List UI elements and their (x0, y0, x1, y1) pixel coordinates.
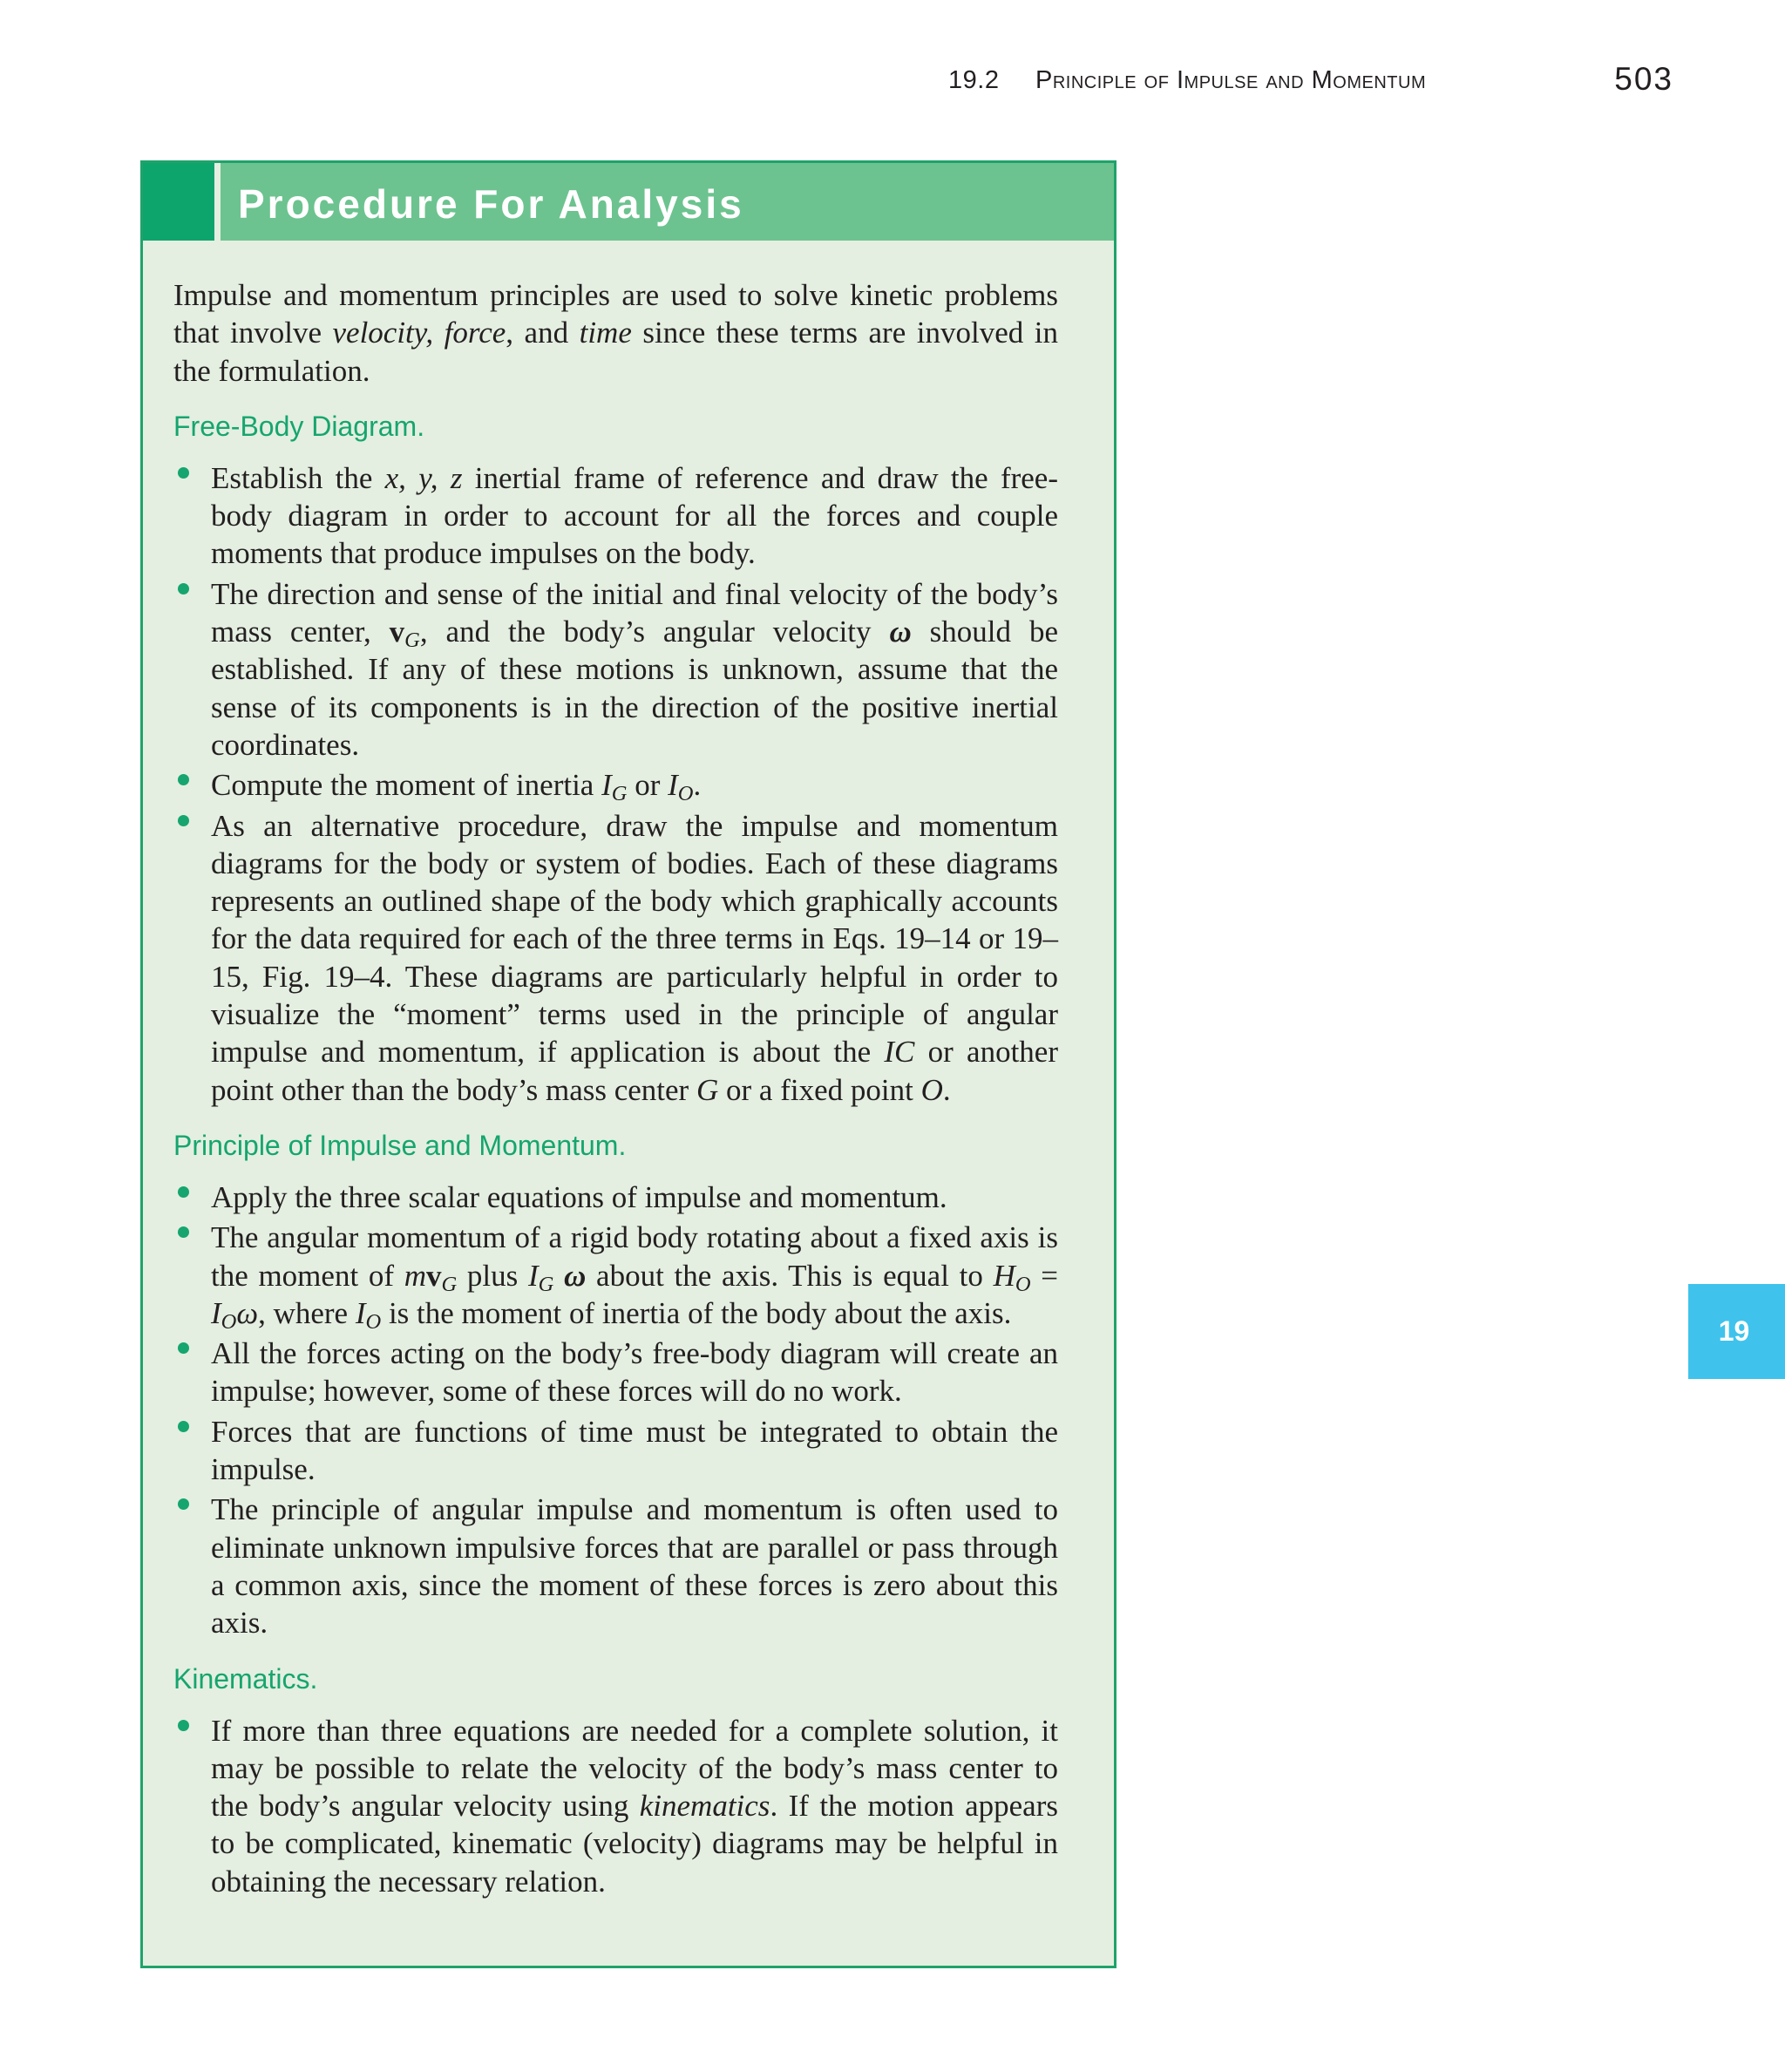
text: = (1030, 1258, 1058, 1293)
italic-text: kinematics (639, 1789, 770, 1824)
math-subscript: O (1015, 1272, 1031, 1296)
intro-paragraph (173, 276, 1058, 390)
text: is the moment of inertia of the body about the axis. (381, 1295, 1012, 1330)
math-symbol: v (426, 1258, 442, 1293)
heading-kinematics: Kinematics. (173, 1662, 318, 1695)
text: about the axis. This is equal to (586, 1258, 994, 1293)
text: If more than three equations are needed for a complete solution, it may be possible to relate the velocity of the body’s mass center to the body’s angular velocity using (211, 1713, 1058, 1824)
bullet-icon (178, 1720, 189, 1731)
text: . (693, 768, 702, 803)
text: As an alternative procedure, draw the impulse and momentum diagrams for the body or system of bodies. Each of these diagrams represents an outlined shape of the body which graphically accounts for the data required for each of the three terms in Eqs. 19–14 or 19–15, Fig. 19–4. These diagrams are particularly helpful in order to visualize the “moment” terms used in the principle of angular impulse and momentum, if application is about the (211, 808, 1058, 1070)
section-number: 19.2 (948, 66, 1000, 94)
math-subscript: O (677, 782, 694, 806)
math-symbol: ω (564, 1258, 587, 1293)
list-item (173, 766, 1058, 804)
text: or (627, 768, 669, 803)
page-number: 503 (1614, 61, 1673, 97)
header-divider (214, 163, 221, 241)
math-symbol: O (920, 1072, 943, 1107)
bullet-text: The principle of angular impulse and momentum is often used to eliminate unknown impulsive forces that are parallel or pass through a common axis, since the moment of these forces is zero about this axis. (211, 1492, 1058, 1641)
math-symbol: H (993, 1258, 1015, 1293)
text: inertial frame of reference and draw the free-body diagram in order to account for all the forces and couple moments that produce impulses on the body. (211, 460, 1058, 571)
box-body (173, 276, 1058, 1919)
text: Compute the moment of inertia (211, 768, 602, 803)
text: The direction and sense of the initial and final velocity of the body’s mass center, (211, 576, 1058, 649)
list-item (173, 807, 1058, 1109)
math-subscript: O (221, 1309, 237, 1334)
bullet-text (211, 575, 1058, 764)
bullet-icon (178, 583, 189, 594)
running-head (948, 61, 1680, 105)
math-symbol: I (668, 768, 678, 803)
bullet-text: Apply the three scalar equations of impulse and momentum. (211, 1179, 947, 1214)
chapter-thumb-tab: 19 (1688, 1284, 1785, 1379)
bullet-text: Forces that are functions of time must be integrated to obtain the impulse. (211, 1414, 1058, 1487)
text: , and the body’s angular velocity (419, 615, 890, 649)
fbd-bullet-list (173, 459, 1058, 1109)
math-symbol: m (404, 1258, 427, 1293)
bullet-icon (178, 1226, 189, 1238)
kin-bullet-list (173, 1712, 1058, 1900)
bullet-text (211, 766, 1058, 804)
bullet-text (211, 807, 1058, 1109)
math-subscript: O (365, 1309, 382, 1334)
math-symbol: IC (884, 1035, 915, 1070)
bullet-icon (178, 815, 189, 826)
text: plus (457, 1258, 528, 1293)
list-item (173, 1179, 1058, 1216)
intro-text: since these terms are involved in the formulation. (173, 316, 1058, 388)
text: Establish the (211, 460, 385, 495)
heading-principle-impulse-momentum: Principle of Impulse and Momentum. (173, 1129, 627, 1161)
text: or a fixed point (718, 1072, 921, 1107)
box-title: Procedure For Analysis (238, 181, 744, 227)
bullet-text (211, 1712, 1058, 1900)
heading-free-body-diagram: Free-Body Diagram. (173, 410, 425, 442)
math-subscript: G (441, 1272, 458, 1296)
intro-italic-velocity-force: velocity, force (332, 316, 506, 350)
procedure-box (140, 160, 1116, 1968)
math-symbol: I (601, 768, 612, 803)
intro-italic-time: time (579, 316, 632, 350)
list-item (173, 1712, 1058, 1900)
header-accent-tab (143, 163, 214, 241)
math-subscript: G (611, 782, 628, 806)
bullet-icon (178, 467, 189, 479)
math-symbol: ω (889, 615, 912, 649)
text: should be established. If any of these motions is unknown, assume that the sense of its components is in the direction of the positive inertial coordinates. (211, 615, 1058, 762)
list-item (173, 1335, 1058, 1410)
math-symbol: G (696, 1072, 719, 1107)
bullet-icon (178, 774, 189, 785)
box-header (143, 163, 1114, 241)
text: or another point other than the body’s mass center (211, 1035, 1058, 1107)
list-item (173, 1413, 1058, 1489)
list-item (173, 1491, 1058, 1641)
intro-text: Impulse and momentum principles are used to solve kinetic problems that involve (173, 278, 1058, 350)
bullet-icon (178, 1186, 189, 1198)
pim-bullet-list (173, 1179, 1058, 1642)
bullet-icon (178, 1498, 189, 1510)
list-item (173, 1219, 1058, 1332)
text: . (942, 1072, 951, 1107)
text: The angular momentum of a rigid body rotating about a fixed axis is the moment of (211, 1220, 1058, 1293)
list-item (173, 459, 1058, 573)
math-subscript: G (538, 1272, 554, 1296)
text: . If the motion appears to be complicated, kinematic (velocity) diagrams may be helpful in obtaining the necessary relation. (211, 1789, 1058, 1899)
bullet-icon (178, 1421, 189, 1432)
italic-text: x, y, z (384, 460, 463, 495)
bullet-icon (178, 1342, 189, 1354)
section-title: Principle of Impulse and Momentum (1035, 66, 1427, 94)
math-symbol: I (211, 1295, 221, 1330)
math-symbol: I (527, 1258, 539, 1293)
text: , where (258, 1295, 356, 1330)
intro-text: , and (506, 316, 580, 350)
list-item (173, 575, 1058, 764)
math-symbol: ω (236, 1295, 259, 1330)
bullet-text (211, 1219, 1058, 1332)
math-symbol: v (389, 615, 405, 649)
math-symbol: I (355, 1295, 366, 1330)
bullet-text (211, 459, 1058, 573)
bullet-text: All the forces acting on the body’s free-body diagram will create an impulse; however, some of these forces will do no work. (211, 1336, 1058, 1409)
math-subscript: G (404, 628, 420, 653)
